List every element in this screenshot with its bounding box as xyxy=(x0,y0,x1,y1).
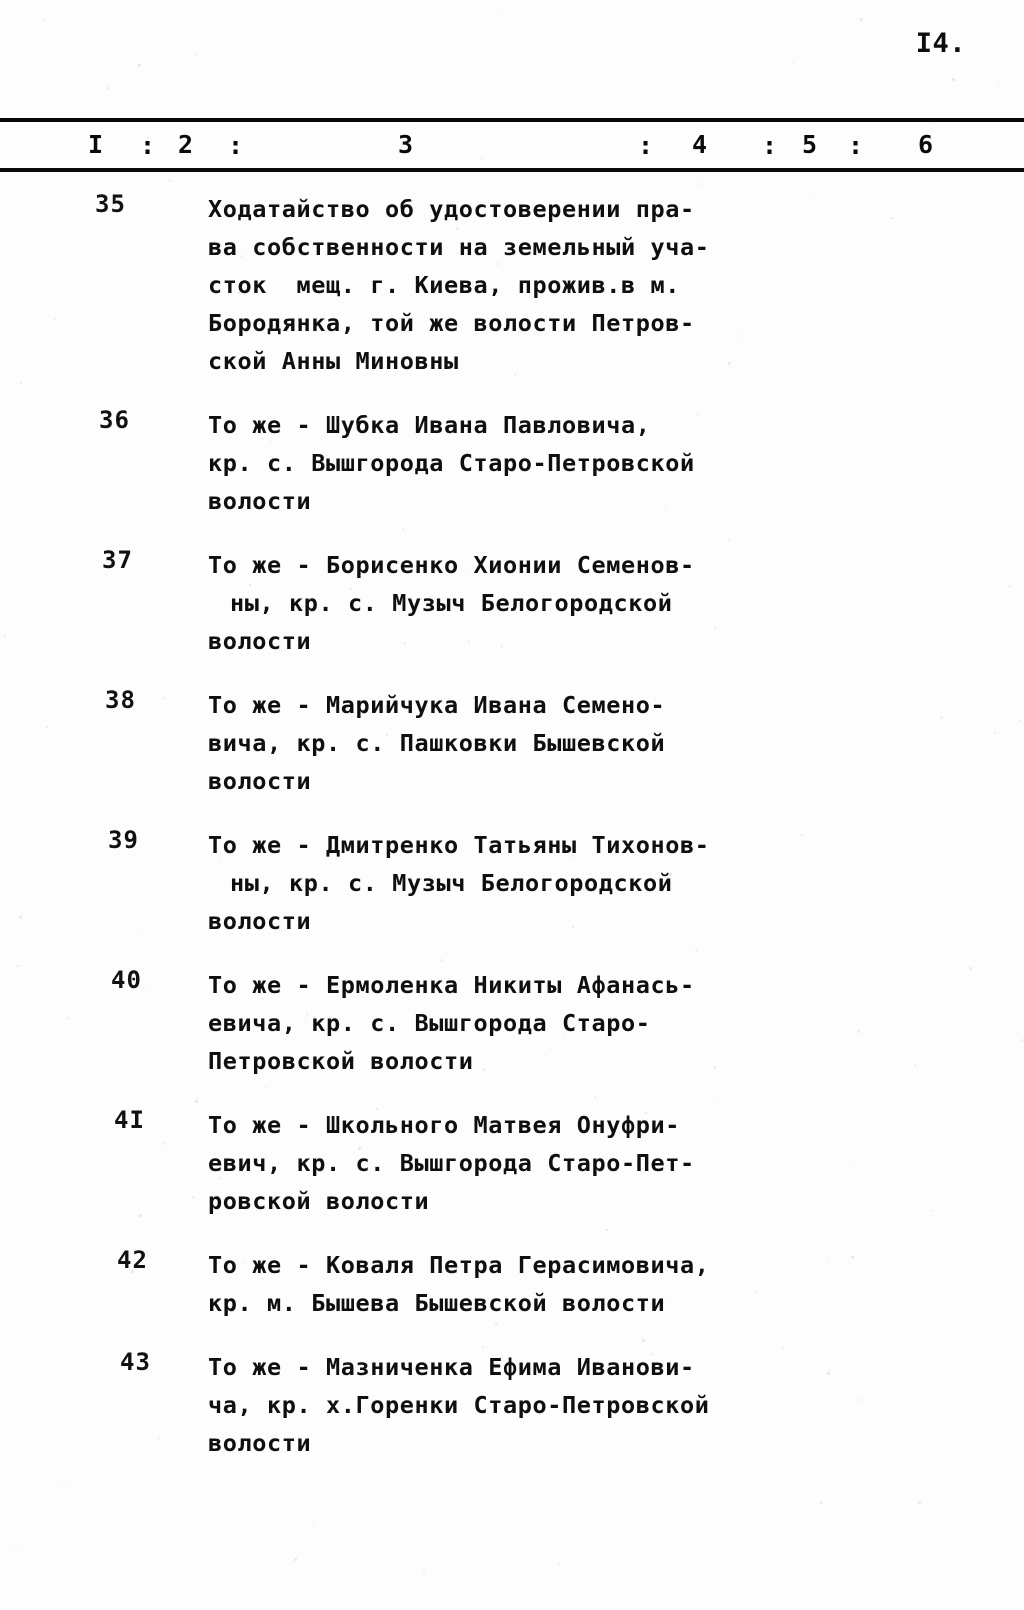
entry-line: То же - Дмитренко Татьяны Тихонов- xyxy=(208,831,710,859)
entry-description xyxy=(208,546,1024,660)
entry-line: То же - Коваля Петра Герасимовича, xyxy=(208,1251,710,1279)
table-row xyxy=(0,1348,1024,1462)
entry-number: 35 xyxy=(95,190,126,218)
entry-line: ны, кр. с. Музыч Белогородской xyxy=(230,869,673,897)
entry-line: То же - Шубка Ивана Павловича, xyxy=(208,411,651,439)
entry-line: ча, кр. х.Горенки Старо-Петровской xyxy=(208,1391,710,1419)
entry-description xyxy=(208,1246,1024,1322)
entry-number: 40 xyxy=(111,966,142,994)
entry-number: 39 xyxy=(108,826,139,854)
entry-number: 43 xyxy=(120,1348,151,1376)
entry-description xyxy=(208,406,1024,520)
entry-line: вича, кр. с. Пашковки Бышевской xyxy=(208,729,666,757)
entry-line: То же - Мазниченка Ефима Иванови- xyxy=(208,1353,695,1381)
column-separator-1: : xyxy=(140,131,156,160)
entry-line: То же - Школьного Матвея Онуфри- xyxy=(208,1111,680,1139)
entry-description xyxy=(208,190,1024,380)
table-row xyxy=(0,966,1024,1080)
table-row xyxy=(0,686,1024,800)
entry-line: То же - Ермоленка Никиты Афанась- xyxy=(208,971,695,999)
entry-line: То же - Марийчука Ивана Семено- xyxy=(208,691,666,719)
entry-line: сток мещ. г. Киева, прожив.в м. xyxy=(208,271,680,299)
column-separator-3: : xyxy=(638,131,654,160)
entry-description xyxy=(208,966,1024,1080)
table-row xyxy=(0,826,1024,940)
column-header-1: I xyxy=(88,130,104,159)
table-row xyxy=(0,1246,1024,1322)
entry-description xyxy=(208,1106,1024,1220)
entry-number: 38 xyxy=(105,686,136,714)
entry-line: кр. м. Бышева Бышевской волости xyxy=(208,1289,666,1317)
entry-line: ва собственности на земельный уча- xyxy=(208,233,710,261)
column-header-6: 6 xyxy=(918,130,934,159)
entry-line: волости xyxy=(208,627,312,655)
table-row xyxy=(0,546,1024,660)
entry-line: евич, кр. с. Вышгорода Старо-Пет- xyxy=(208,1149,695,1177)
entry-description xyxy=(208,1348,1024,1462)
entry-line: волости xyxy=(208,907,312,935)
table-row xyxy=(0,190,1024,380)
entry-line: Петровской волости xyxy=(208,1047,474,1075)
page-number: I4. xyxy=(915,28,966,59)
entry-number: 37 xyxy=(102,546,133,574)
column-separator-4: : xyxy=(762,131,778,160)
column-header-3: 3 xyxy=(398,130,414,159)
entry-line: волости xyxy=(208,1429,312,1457)
entry-number: 42 xyxy=(117,1246,148,1274)
entry-line: То же - Борисенко Хионии Семенов- xyxy=(208,551,695,579)
column-header-5: 5 xyxy=(802,130,818,159)
column-separator-2: : xyxy=(228,131,244,160)
entry-line: ны, кр. с. Музыч Белогородской xyxy=(230,589,673,617)
column-header-4: 4 xyxy=(692,130,708,159)
entry-number: 4I xyxy=(114,1106,145,1134)
entry-line: волости xyxy=(208,487,312,515)
entry-line: волости xyxy=(208,767,312,795)
table-row xyxy=(0,1106,1024,1220)
entry-line: Ходатайство об удостоверении пра- xyxy=(208,195,695,223)
entry-list xyxy=(0,190,1024,1488)
entry-line: евича, кр. с. Вышгорода Старо- xyxy=(208,1009,651,1037)
entry-number: 36 xyxy=(99,406,130,434)
header-rule-bottom xyxy=(0,168,1024,172)
entry-line: Бородянка, той же волости Петров- xyxy=(208,309,695,337)
entry-line: кр. с. Вышгорода Старо-Петровской xyxy=(208,449,695,477)
entry-line: ской Анны Миновны xyxy=(208,347,459,375)
entry-description xyxy=(208,686,1024,800)
entry-description xyxy=(208,826,1024,940)
column-header-2: 2 xyxy=(178,130,194,159)
header-rule-top xyxy=(0,118,1024,122)
column-separator-5: : xyxy=(848,131,864,160)
entry-line: ровской волости xyxy=(208,1187,430,1215)
table-row xyxy=(0,406,1024,520)
table-header-band xyxy=(0,118,1024,172)
